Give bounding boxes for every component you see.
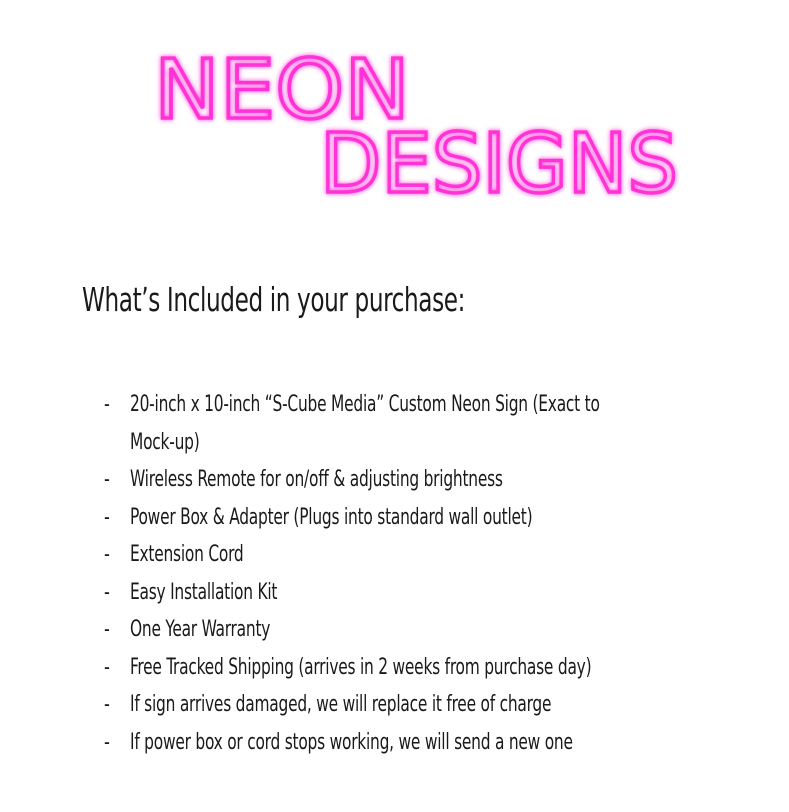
list-item <box>104 686 744 724</box>
logo-word-designs: DESIGNS <box>320 117 678 212</box>
logo-word-neon: NEON <box>154 43 410 138</box>
list-item-text: 20-inch x 10-inch “S-Cube Media” Custom Neon Sign (Exact to <box>130 392 600 417</box>
list-item <box>104 536 744 574</box>
list-item-text: Wireless Remote for on/off & adjusting brightness <box>130 467 503 492</box>
bullet-dash: - <box>104 504 110 530</box>
bullet-dash: - <box>104 467 110 492</box>
neon-designs-logo <box>0 0 789 240</box>
list-item-text: Free Tracked Shipping (arrives in 2 weeks from purchase day) <box>130 654 592 680</box>
bullet-dash: - <box>104 617 110 642</box>
bullet-dash: - <box>104 579 110 605</box>
list-item-text: Easy Installation Kit <box>130 579 278 605</box>
bullet-dash: - <box>104 542 110 567</box>
list-item <box>104 724 744 762</box>
list-item-text: If power box or cord stops working, we will send a new one <box>130 729 573 755</box>
bullet-dash: - <box>104 692 110 717</box>
list-item <box>104 499 744 537</box>
list-item <box>104 611 744 649</box>
list-item-text: Power Box & Adapter (Plugs into standard wall outlet) <box>130 504 533 530</box>
page-heading: What’s Included in your purchase: <box>82 280 466 319</box>
bullet-dash: - <box>104 392 110 417</box>
bullet-dash: - <box>104 654 110 680</box>
list-item-text-continued: Mock-up) <box>130 429 200 455</box>
list-item-text: One Year Warranty <box>130 617 271 642</box>
list-item <box>104 461 744 499</box>
list-item <box>104 386 744 461</box>
included-items-list <box>104 386 744 761</box>
bullet-dash: - <box>104 729 110 755</box>
list-item-text: Extension Cord <box>130 542 244 567</box>
list-item <box>104 574 744 612</box>
list-item <box>104 649 744 687</box>
list-item-text: If sign arrives damaged, we will replace it free of charge <box>130 692 552 717</box>
